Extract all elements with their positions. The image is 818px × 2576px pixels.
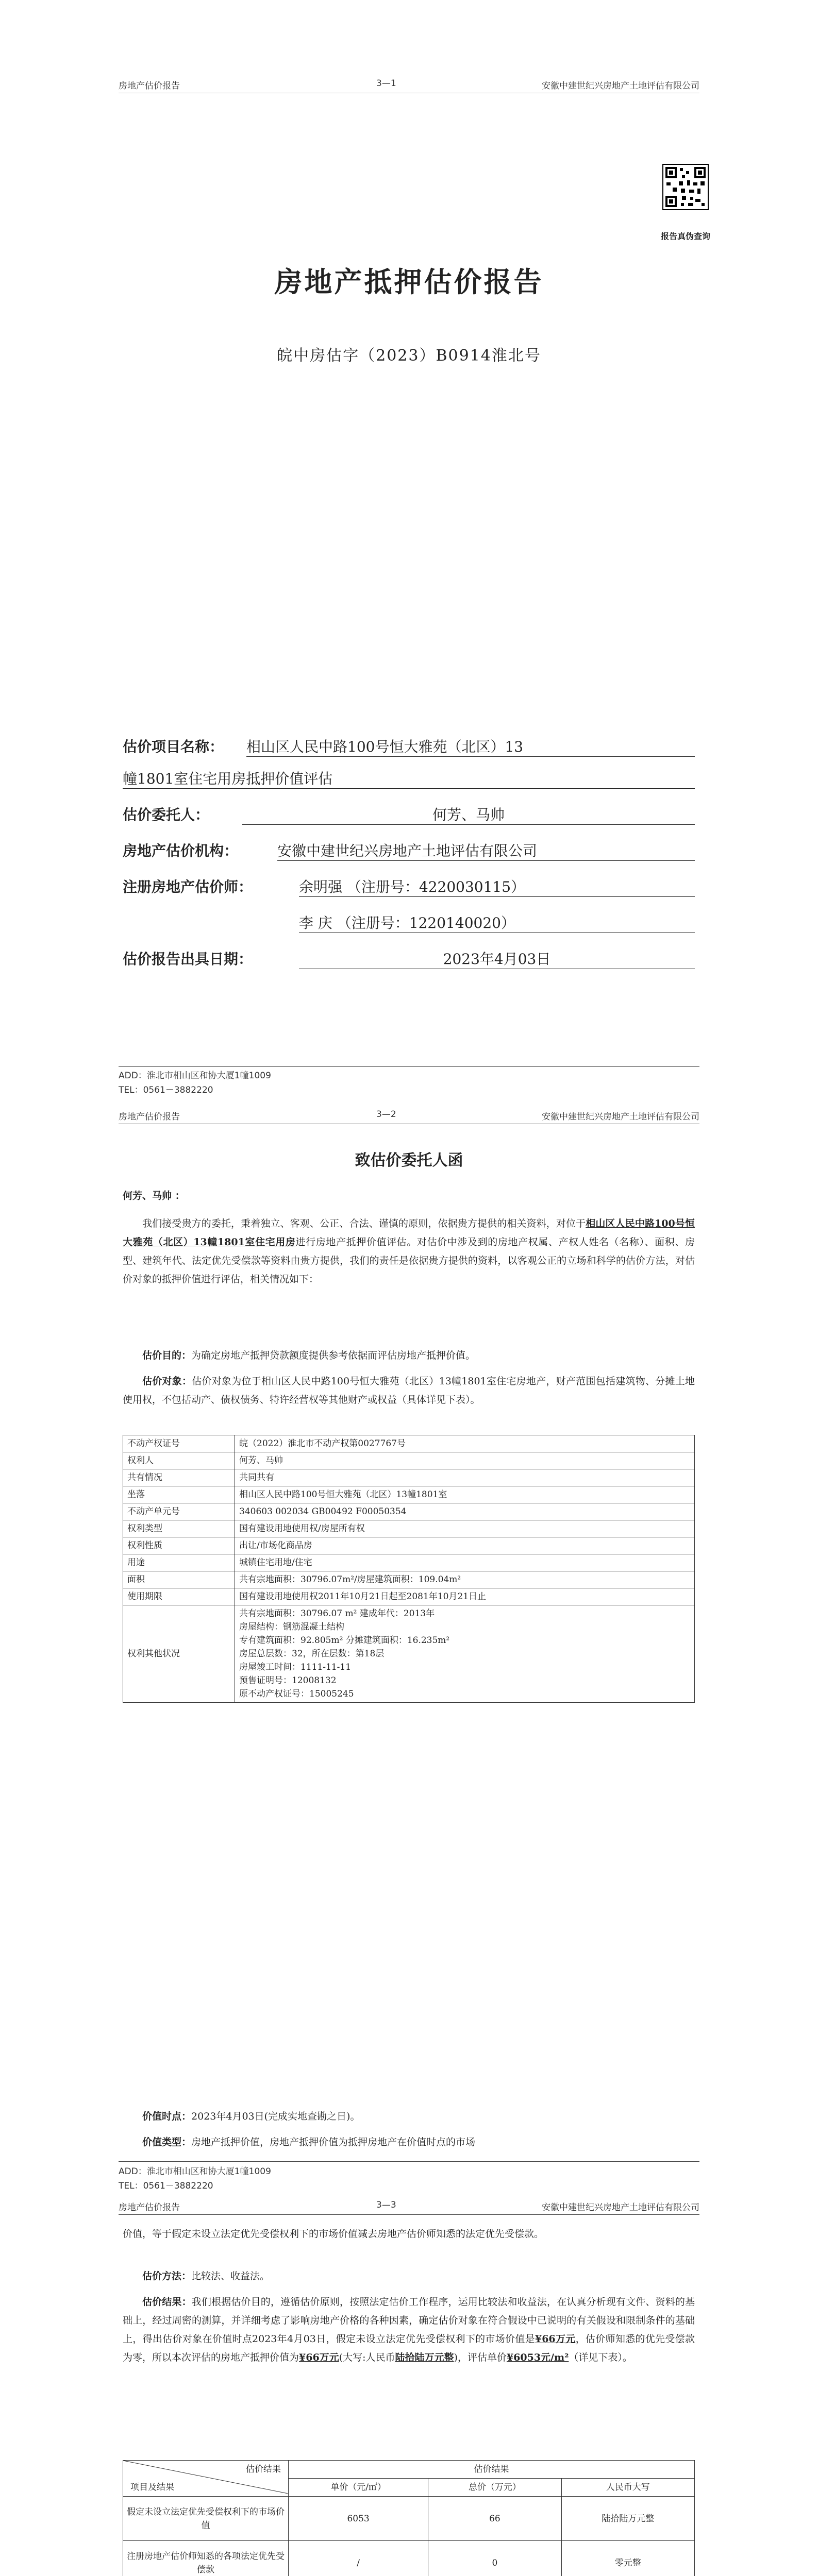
page-header — [119, 78, 699, 91]
object-text: 估价对象为位于相山区人民中路100号恒大雅苑（北区）13幢1801室住宅房地产，财产范围包括建筑物、分摊土地使用权，不包括动产、债权债务、特许经营权等其他财产或权益（具体详见下表）。 — [123, 1376, 695, 1405]
value-in-words: 陆拾陆万元整 — [395, 2352, 454, 2363]
cell-total: 66 — [428, 2497, 561, 2541]
client-label: 估价委托人： — [123, 806, 210, 823]
page-header — [119, 2200, 699, 2212]
value-type-paragraph — [123, 2133, 695, 2151]
table-key: 坐落 — [123, 1486, 235, 1503]
table-value: 国有建设用地使用权/房屋所有权 — [235, 1520, 695, 1537]
letter-title: 致估价委托人函 — [355, 1151, 463, 1170]
other-line: 共有宗地面积：30796.07 m² 建成年代：2013年 — [239, 1608, 435, 1619]
cell-total: 0 — [428, 2541, 561, 2576]
table-key: 权利类型 — [123, 1520, 235, 1537]
table-row — [123, 1469, 695, 1486]
table-row — [123, 1571, 695, 1588]
cell-unit-price: / — [289, 2541, 428, 2576]
project-label: 估价项目名称： — [123, 738, 224, 755]
table-row — [123, 1435, 695, 1452]
header-item-label: 估价结果 — [246, 2464, 281, 2475]
footer-address: ADD：淮北市相山区和协大厦1幢1009 — [119, 2166, 271, 2177]
intro-c: 进行房地产抵押价值评估。对估价中涉及到的房地产权属、产权人姓名（名称）、面积、房型、建筑年代、法定优先受偿款等资料由贵方提供，我们的责任是依据贵方提供的资料，以客观公正的立场和科学的估价方法，对估价对象的抵押价值进行评估，相关情况如下： — [123, 1236, 695, 1285]
table-key: 面积 — [123, 1571, 235, 1588]
appraiser-label: 注册房地产估价师： — [123, 878, 253, 895]
other-line: 预售证明号：12008132 — [239, 1675, 337, 1686]
table-value: 共有宗地面积：30796.07m²/房屋建筑面积：109.04m² — [235, 1571, 695, 1588]
result-table — [123, 2460, 695, 2576]
table-key: 共有情况 — [123, 1469, 235, 1486]
result-text-b: ，估价师知悉的优先受偿款为零，所以本次评估的房地产抵押价值为 — [123, 2333, 695, 2363]
table-value: 340603 002034 GB00492 F00050354 — [235, 1503, 695, 1520]
footer-tel: TEL：0561－3882220 — [119, 1085, 213, 1095]
salutation: 何芳、马帅 ： — [123, 1190, 185, 1201]
table-key: 不动产单元号 — [123, 1503, 235, 1520]
table-value: 城镇住宅用地/住宅 — [235, 1554, 695, 1571]
result-paragraph — [123, 2293, 695, 2367]
type-label: 价值类型： — [142, 2137, 192, 2148]
header-right: 安徽中建世纪兴房地产土地评估有限公司 — [542, 81, 699, 91]
table-key: 用途 — [123, 1554, 235, 1571]
table-key: 权利人 — [123, 1452, 235, 1469]
header-object-label: 项目及结果 — [130, 2482, 174, 2493]
project-value-line2: 幢1801室住宅用房抵押价值评估 — [123, 768, 695, 789]
client-value: 何芳、马帅 — [242, 804, 695, 825]
result-text-e: （详见下表）。 — [569, 2352, 632, 2363]
org-label: 房地产估价机构： — [123, 842, 239, 859]
letter-page-2 — [0, 2200, 818, 2576]
column-header: 总价（万元） — [428, 2479, 561, 2497]
table-value: 何芳、马帅 — [235, 1452, 695, 1469]
table-value: 出让/市场化商品房 — [235, 1537, 695, 1554]
cell-unit-price: 6053 — [289, 2497, 428, 2541]
value-type-continued: 价值，等于假定未设立法定优先受偿权利下的市场价值减去房地产估价师知悉的法定优先受偿款。 — [123, 2228, 544, 2240]
table-header: 估价结果 — [289, 2461, 695, 2479]
table-key: 权利其他状况 — [123, 1605, 235, 1703]
footer-tel: TEL：0561－3882220 — [119, 2181, 213, 2191]
table-value: 相山区人民中路100号恒大雅苑（北区）13幢1801室 — [235, 1486, 695, 1503]
result-text-a: 我们根据估价目的，遵循估价原则，按照法定估价工作程序，运用比较法和收益法，在认真分析现有文件、资料的基础上，经过周密的测算，并详细考虑了影响房地产价格的各种因素，确定估价对象在符合假设中已说明的有关假设和限制条件的基础上，得出估价对象在价值时点2023年4月03日，假定未设立法定优先受偿权利下的市场价值是 — [123, 2296, 695, 2345]
row-label: 假定未设立法定优先受偿权利下的市场价值 — [123, 2497, 289, 2541]
header-left: 房地产估价报告 — [119, 2202, 180, 2213]
qr-code[interactable] — [662, 164, 709, 210]
column-header: 单价（元/㎡） — [289, 2479, 428, 2497]
table-value: 皖（2022）淮北市不动产权第0027767号 — [235, 1435, 695, 1452]
row-label: 注册房地产估价师知悉的各项法定优先受偿款 — [123, 2541, 289, 2576]
table-value-other — [235, 1605, 695, 1703]
intro-paragraph — [123, 1214, 695, 1289]
cell-words: 陆拾陆万元整 — [561, 2497, 694, 2541]
footer-rule — [119, 1066, 699, 1067]
header-rule — [119, 2214, 699, 2215]
table-key: 使用期限 — [123, 1588, 235, 1605]
property-table — [123, 1435, 695, 1703]
table-row — [123, 1486, 695, 1503]
appraiser-1: 余明强 （注册号：4220030115） — [299, 876, 695, 897]
table-row — [123, 1554, 695, 1571]
table-row — [123, 1520, 695, 1537]
page-footer — [119, 1069, 271, 1097]
report-number: 皖中房估字（2023）B0914淮北号 — [277, 347, 541, 365]
method-label: 估价方法： — [142, 2270, 192, 2282]
other-line: 原不动产权证号：15005245 — [239, 1689, 354, 1699]
project-value-line1: 相山区人民中路100号恒大雅苑（北区）13 — [246, 736, 695, 757]
diagonal-header-cell — [123, 2461, 289, 2497]
purpose-label: 估价目的： — [142, 1350, 192, 1361]
appraiser-2: 李 庆 （注册号：1220140020） — [299, 912, 695, 933]
table-value: 国有建设用地使用权2011年10月21日起至2081年10月21日止 — [235, 1588, 695, 1605]
page-footer — [119, 2164, 271, 2193]
other-line: 房屋结构：钢筋混凝土结构 — [239, 1622, 344, 1632]
cover-page — [0, 0, 818, 1100]
date-value: 2023年4月03日 — [299, 948, 695, 969]
intro-a: 我们接受贵方的委托，秉着独立、客观、公正、合法、谨慎的原则，依据贵方提供的相关资料，对位于 — [142, 1218, 586, 1229]
page-header — [119, 1109, 699, 1122]
time-text: 2023年4月03日(完成实地查勘之日)。 — [191, 2111, 360, 2122]
qr-caption: 报告真伪查询 — [660, 231, 710, 241]
header-left: 房地产估价报告 — [119, 81, 180, 91]
table-key: 不动产权证号 — [123, 1435, 235, 1452]
date-label: 估价报告出具日期： — [123, 951, 253, 968]
header-page-no: 3—2 — [376, 1109, 396, 1120]
table-row — [123, 2497, 695, 2541]
table-row — [123, 1588, 695, 1605]
other-line: 专有建筑面积：92.805m² 分摊建筑面积：16.235m² — [239, 1635, 450, 1646]
header-left: 房地产估价报告 — [119, 1112, 180, 1122]
table-key: 权利性质 — [123, 1537, 235, 1554]
table-row — [123, 1537, 695, 1554]
cell-words: 零元整 — [561, 2541, 694, 2576]
table-value: 共同共有 — [235, 1469, 695, 1486]
result-label: 估价结果： — [142, 2296, 192, 2308]
qr-code-icon — [663, 165, 708, 209]
header-right: 安徽中建世纪兴房地产土地评估有限公司 — [542, 2202, 699, 2213]
footer-rule — [119, 2161, 699, 2162]
method-text: 比较法、收益法。 — [191, 2270, 270, 2282]
table-header-row — [123, 2461, 695, 2479]
result-text-c: (大写:人民币 — [339, 2352, 395, 2363]
type-text: 房地产抵押价值，房地产抵押价值为抵押房地产在价值时点的市场 — [191, 2137, 476, 2148]
column-header: 人民币大写 — [561, 2479, 694, 2497]
table-row — [123, 1452, 695, 1469]
time-label: 价值时点： — [142, 2111, 192, 2122]
footer-address: ADD：淮北市相山区和协大厦1幢1009 — [119, 1071, 271, 1081]
report-title: 房地产抵押估价报告 — [274, 265, 544, 298]
purpose-paragraph — [123, 1346, 695, 1365]
method-paragraph — [123, 2267, 695, 2285]
pledge-value: ¥66万元 — [299, 2352, 339, 2363]
other-line: 房屋竣工时间：1111-11-11 — [239, 1662, 352, 1672]
table-row — [123, 1605, 695, 1703]
other-line: 房屋总层数：32，所在层数：第18层 — [239, 1649, 385, 1659]
value-time-paragraph — [123, 2107, 695, 2126]
header-page-no: 3—1 — [376, 78, 396, 89]
intro-address: 相山区人民中路100号恒大雅苑（北区）13幢1801室住宅用房 — [123, 1218, 695, 1248]
purpose-text: 为确定房地产抵押贷款额度提供参考依据而评估房地产抵押价值。 — [191, 1350, 476, 1361]
header-page-no: 3—3 — [376, 2200, 396, 2210]
header-right: 安徽中建世纪兴房地产土地评估有限公司 — [542, 1112, 699, 1122]
letter-page-1 — [0, 1100, 818, 2200]
unit-price: ¥6053元/m² — [506, 2352, 569, 2363]
market-value: ¥66万元 — [535, 2333, 576, 2345]
table-row — [123, 1503, 695, 1520]
org-value: 安徽中建世纪兴房地产土地评估有限公司 — [277, 840, 695, 861]
object-label: 估价对象： — [142, 1376, 192, 1387]
object-paragraph — [123, 1372, 695, 1409]
result-text-d: )，评估单价 — [454, 2352, 507, 2363]
table-row — [123, 2541, 695, 2576]
